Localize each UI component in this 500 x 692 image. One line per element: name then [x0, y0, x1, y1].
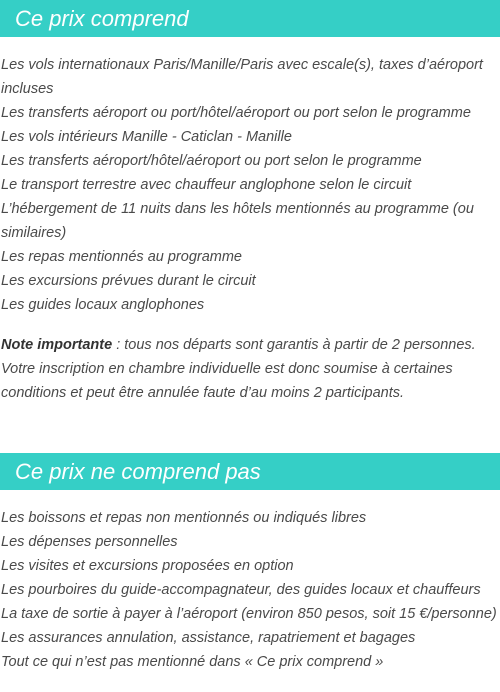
- list-item: Les repas mentionnés au programme: [1, 249, 242, 265]
- note-text: : tous nos départs sont garantis à partir de 2 personnes. Votre inscription en chambre individuelle est donc soumise à certaines conditions et peut être annulée faute d’au moins 2 participants.: [1, 337, 476, 401]
- list-item: Les transferts aéroport ou port/hôtel/aéroport ou port selon le programme: [1, 105, 471, 121]
- included-heading: Ce prix comprend: [0, 0, 500, 37]
- not-included-heading: Ce prix ne comprend pas: [0, 453, 500, 490]
- list-item: Les guides locaux anglophones: [1, 297, 205, 313]
- list-item: Les vols intérieurs Manille - Caticlan - Manille: [1, 129, 292, 145]
- list-item: L’hébergement de 11 nuits dans les hôtels mentionnés au programme (ou similaires): [1, 201, 474, 241]
- included-list: [0, 53, 500, 317]
- list-item: Les vols internationaux Paris/Manille/Paris avec escale(s), taxes d’aéroport incluses: [1, 57, 483, 97]
- not-included-list: [0, 506, 500, 674]
- list-item: Tout ce qui n’est pas mentionné dans « Ce prix comprend »: [1, 654, 384, 670]
- list-item: Les excursions prévues durant le circuit: [1, 273, 256, 289]
- list-item: Les assurances annulation, assistance, rapatriement et bagages: [1, 630, 416, 646]
- note-label: Note importante: [1, 337, 113, 353]
- list-item: Les visites et excursions proposées en option: [1, 558, 294, 574]
- list-item: La taxe de sortie à payer à l’aéroport (environ 850 pesos, soit 15 €/personne): [1, 606, 497, 622]
- list-item: Les boissons et repas non mentionnés ou indiqués libres: [1, 510, 367, 526]
- list-item: Les dépenses personnelles: [1, 534, 178, 550]
- list-item: Les pourboires du guide-accompagnateur, des guides locaux et chauffeurs: [1, 582, 481, 598]
- list-item: Le transport terrestre avec chauffeur anglophone selon le circuit: [1, 177, 412, 193]
- important-note: [0, 333, 500, 405]
- list-item: Les transferts aéroport/hôtel/aéroport ou port selon le programme: [1, 153, 422, 169]
